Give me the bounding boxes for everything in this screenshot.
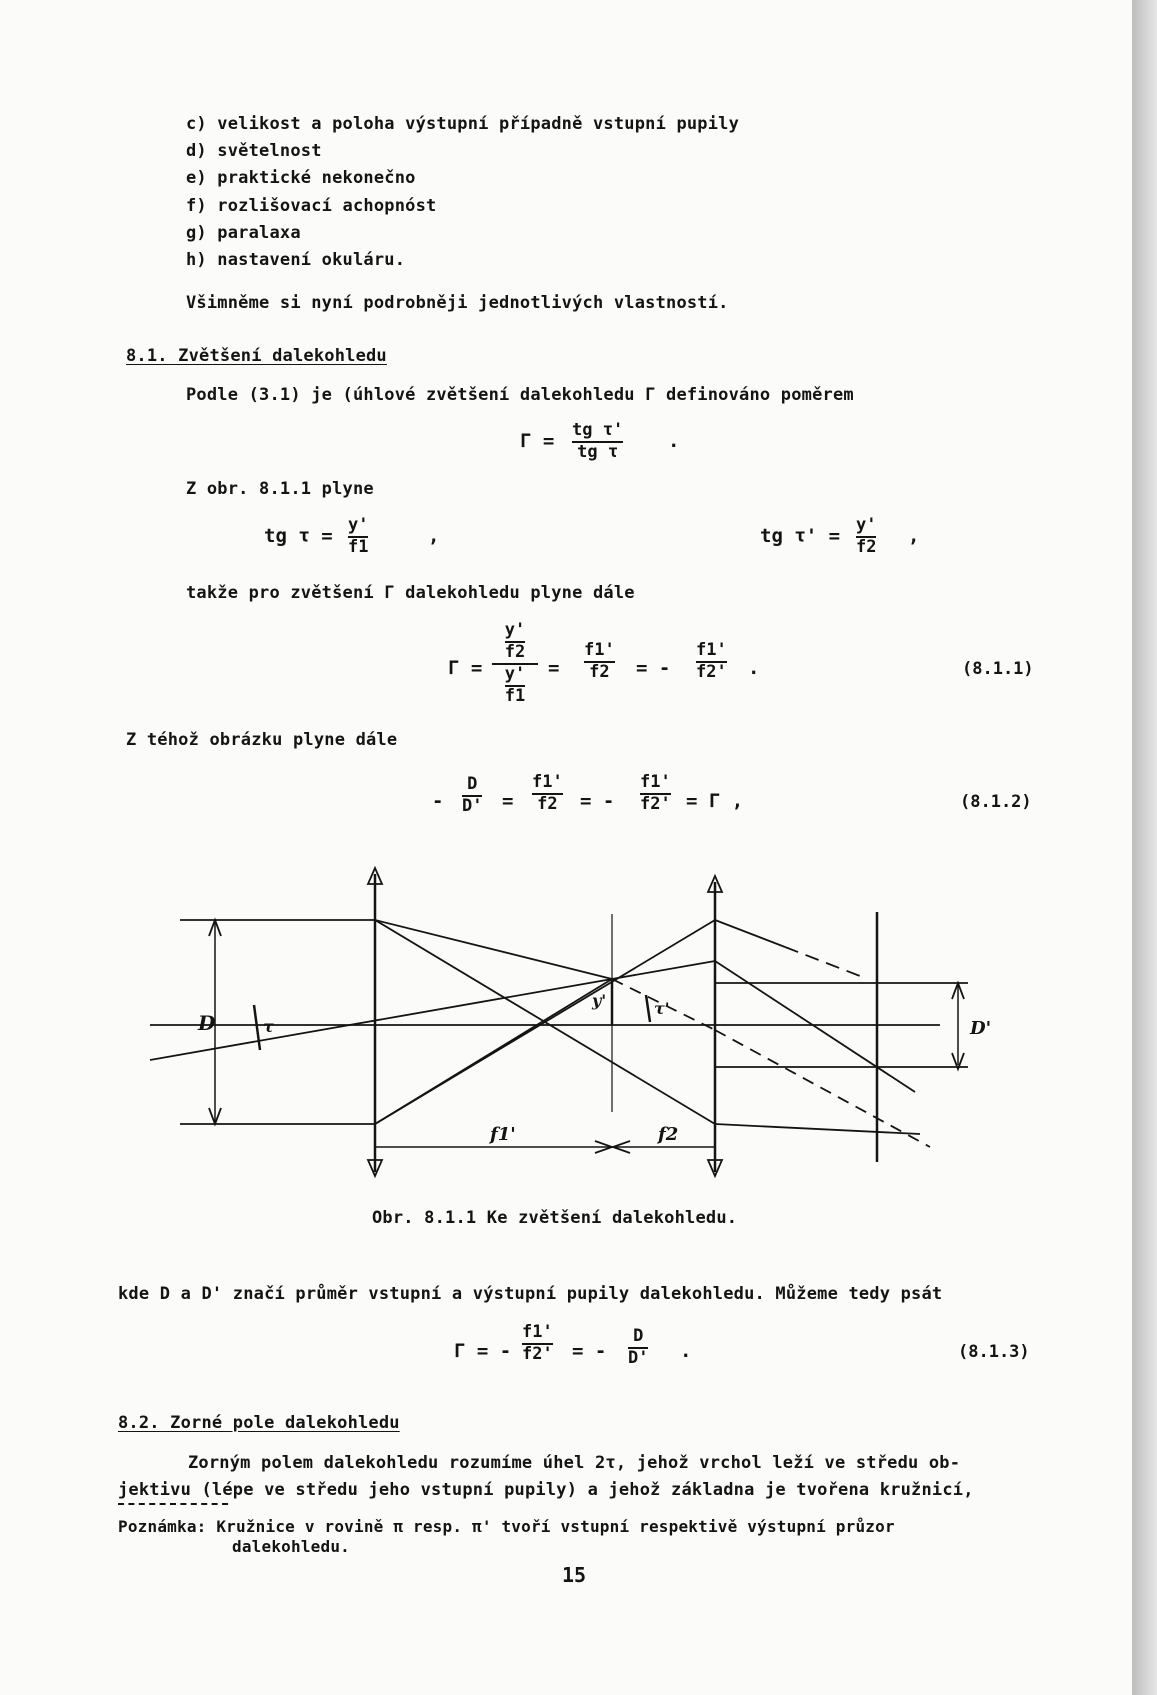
eq1-upper-num: y': [504, 620, 526, 640]
eq3-d1: f2': [522, 1343, 553, 1364]
label-D: D: [198, 1011, 216, 1035]
eq3-fraction-1: [522, 1324, 553, 1364]
label-f2: f2: [658, 1124, 679, 1145]
eq-tg1-denominator: f1: [348, 536, 369, 557]
paragraph-8-1-intro: Podle (3.1) je (úhlové zvětšení dalekohledu Γ definováno poměrem: [186, 385, 854, 405]
eq1-d2: f2: [589, 661, 610, 682]
eq-tg2-denominator: f2: [856, 536, 877, 557]
exit-ray: [715, 920, 785, 947]
eq1-fraction-3: [696, 642, 727, 682]
eq-tg2-numerator: y': [856, 515, 877, 535]
eq2-fraction-1: [462, 776, 482, 816]
paragraph-8-2-line2: jektivu (lépe ve středu jeho vstupní pupily) a jehož základna je tvořena kružnicí,: [118, 1480, 974, 1500]
eq2-d1: D': [462, 795, 483, 816]
angle-taup-tick: [646, 995, 650, 1022]
eq3-lhs: Γ = -: [454, 1340, 512, 1362]
eq3-tail: .: [680, 1340, 692, 1362]
paragraph-z-tehoz: Z téhož obrázku plyne dále: [126, 730, 398, 750]
eq2-n1: D: [467, 774, 478, 794]
footnote-rule: [118, 1503, 228, 1505]
list-item-d: d) světelnost: [186, 141, 322, 161]
eq1-upper-fraction: [505, 622, 525, 662]
list-item-g: g) paralaxa: [186, 223, 301, 243]
eq1-m2: = -: [636, 657, 671, 679]
paragraph-z-obr: Z obr. 8.1.1 plyne: [186, 479, 374, 499]
eq1-lower-num: y': [504, 663, 526, 684]
eq0-lhs: Γ =: [520, 430, 555, 452]
eq3-fraction-2: [628, 1328, 648, 1368]
exit-ray: [715, 1124, 920, 1134]
eq1-lower-fraction: [504, 663, 526, 706]
list-item-h: h) nastavení okuláru.: [186, 250, 406, 270]
eq1-fraction-2: [584, 642, 615, 682]
angle-tau-tick: [254, 1005, 260, 1050]
eq1-tail: .: [748, 657, 760, 679]
eq-tg2-lhs: tg τ' =: [760, 525, 841, 547]
ray: [375, 920, 612, 979]
exit-ray-dashed: [785, 947, 860, 976]
equation-number-8-1-1: (8.1.1): [962, 659, 1034, 679]
eq3-n1: f1': [522, 1322, 553, 1342]
eq2-m2: = -: [580, 790, 615, 812]
eq3-m1: = -: [572, 1340, 607, 1362]
oblique-ray: [150, 979, 612, 1060]
eq1-d3: f2': [696, 661, 727, 682]
label-f1: f1': [490, 1124, 516, 1145]
eq1-n3: f1': [696, 640, 727, 660]
paragraph-8-2-line1: Zorným polem dalekohledu rozumíme úhel 2τ, jehož vrchol leží ve středu ob-: [188, 1453, 961, 1473]
label-yp: y': [592, 991, 607, 1010]
eq0-numerator: tg τ': [572, 420, 624, 440]
footnote-line1: Poznámka: Kružnice v rovině π resp. π' tvoří vstupní respektivě výstupní průzor: [118, 1517, 895, 1536]
eq0-fraction: [572, 422, 623, 462]
intro-sentence: Všimněme si nyní podrobněji jednotlivých vlastností.: [186, 293, 729, 313]
eq1-upper-den: f2: [504, 641, 526, 662]
page-number: 15: [562, 1563, 587, 1587]
eq2-d3: f2': [640, 793, 671, 814]
eq-tg2-tail: ,: [908, 525, 920, 547]
oblique-ray: [612, 961, 715, 979]
eq-tg2-fraction: [856, 517, 876, 557]
eq1-lower-den: f1: [504, 685, 526, 706]
list-item-e: e) praktické nekonečno: [186, 168, 416, 188]
equation-number-8-1-3: (8.1.3): [958, 1342, 1030, 1362]
section-heading-8-1: 8.1. Zvětšení dalekohledu: [126, 346, 387, 366]
label-taup: τ': [654, 999, 670, 1018]
section-heading-8-2: 8.2. Zorné pole dalekohledu: [118, 1413, 400, 1433]
eq3-d2: D': [628, 1347, 649, 1368]
eq1-m1: =: [548, 657, 560, 679]
figure-caption: Obr. 8.1.1 Ke zvětšení dalekohledu.: [372, 1208, 738, 1228]
equation-number-8-1-2: (8.1.2): [960, 792, 1032, 812]
eq-tg1-lhs: tg τ =: [264, 525, 333, 547]
eq0-tail: .: [668, 430, 680, 452]
eq1-n2: f1': [584, 640, 615, 660]
eq2-fraction-2: [532, 774, 563, 814]
eq2-n2: f1': [532, 772, 563, 792]
eq2-fraction-3: [640, 774, 671, 814]
paragraph-kde: kde D a D' značí průměr vstupní a výstupní pupily dalekohledu. Můžeme tedy psát: [118, 1284, 943, 1304]
paragraph-takze: takže pro zvětšení Γ dalekohledu plyne dále: [186, 583, 635, 603]
eq-tg1-tail: ,: [428, 525, 440, 547]
label-Dp: D': [970, 1018, 992, 1039]
footnote-line2: dalekohledu.: [232, 1537, 350, 1556]
list-item-f: f) rozlišovací achopnóst: [186, 196, 437, 216]
eq1-compound-fraction: [492, 622, 538, 705]
exit-ray: [715, 961, 915, 1092]
eq-tg1-numerator: y': [348, 515, 369, 535]
eq2-lead: -: [432, 790, 444, 812]
eq2-m1: =: [502, 790, 514, 812]
eq2-tail: = Γ ,: [686, 790, 744, 812]
eq2-n3: f1': [640, 772, 671, 792]
eq-tg1-fraction: [348, 517, 368, 557]
eq3-n2: D: [633, 1326, 644, 1346]
figure-telescope-diagram: [150, 862, 1050, 1192]
list-item-c: c) velikost a poloha výstupní případně vstupní pupily: [186, 114, 740, 134]
eq1-lhs: Γ =: [448, 657, 483, 679]
eq2-d2: f2: [537, 793, 558, 814]
eq0-denominator: tg τ: [577, 441, 619, 462]
page-edge: [1132, 0, 1157, 1695]
label-tau: τ: [263, 1017, 274, 1036]
